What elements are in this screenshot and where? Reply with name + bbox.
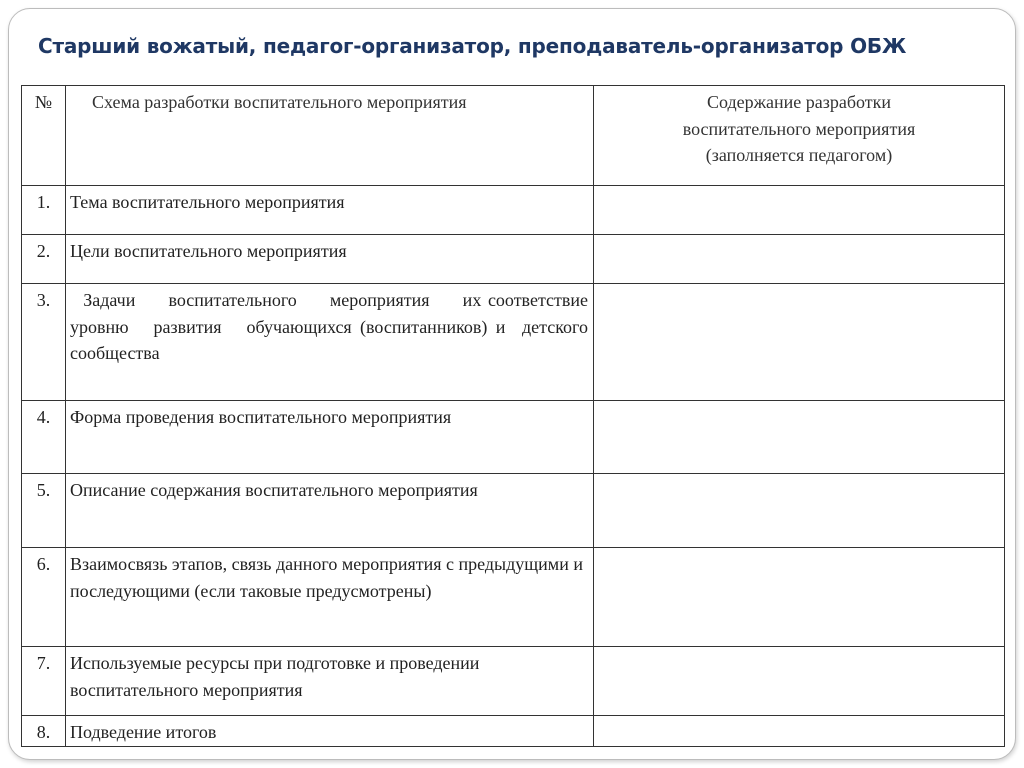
row-content-cell (594, 186, 1005, 235)
row-number: 2. (22, 235, 66, 284)
row-scheme-text: Описание содержания воспитательного мероприятия (66, 474, 594, 548)
row-number: 3. (22, 284, 66, 401)
row-number: 7. (22, 647, 66, 716)
table-row (22, 401, 1005, 474)
header-content-line3: (заполняется педагогом) (705, 145, 893, 165)
row-scheme-text: Взаимосвязь этапов, связь данного мероприятия с предыдущими и последующими (если таковые предусмотрены) (66, 548, 594, 647)
row-scheme-text: Форма проведения воспитательного мероприятия (66, 401, 594, 474)
header-content (594, 86, 1005, 186)
row-content-cell (594, 647, 1005, 716)
row-scheme-text: Подведение итогов (66, 716, 594, 747)
row-scheme-text: Тема воспитательного мероприятия (66, 186, 594, 235)
row-scheme-text: Задачи воспитательного мероприятия их соответствие уровню развития обучающихся (воспитанников) и детского сообщества (66, 284, 594, 401)
table-header-row (22, 86, 1005, 186)
row-number: 1. (22, 186, 66, 235)
table-row (22, 284, 1005, 401)
table-row (22, 235, 1005, 284)
row-content-cell (594, 235, 1005, 284)
row-scheme-text: Используемые ресурсы при подготовке и проведении воспитательного мероприятия (66, 647, 594, 716)
row-content-cell (594, 401, 1005, 474)
row-content-cell (594, 474, 1005, 548)
row-number: 5. (22, 474, 66, 548)
row-number: 6. (22, 548, 66, 647)
slide-title: Старший вожатый, педагог-организатор, преподаватель-организатор ОБЖ (38, 34, 907, 58)
row-number: 4. (22, 401, 66, 474)
table-row (22, 548, 1005, 647)
row-content-cell (594, 716, 1005, 747)
header-scheme: Схема разработки воспитательного мероприятия (66, 86, 594, 186)
row-content-cell (594, 548, 1005, 647)
scheme-table (21, 85, 1005, 747)
table-row (22, 716, 1005, 747)
row-scheme-text: Цели воспитательного мероприятия (66, 235, 594, 284)
table-row (22, 647, 1005, 716)
table-row (22, 474, 1005, 548)
row-content-cell (594, 284, 1005, 401)
header-number: № (22, 86, 66, 186)
row-number: 8. (22, 716, 66, 747)
table-row (22, 186, 1005, 235)
header-content-line1: Содержание разработки (706, 92, 892, 112)
header-content-line2: воспитательного мероприятия (682, 118, 916, 139)
